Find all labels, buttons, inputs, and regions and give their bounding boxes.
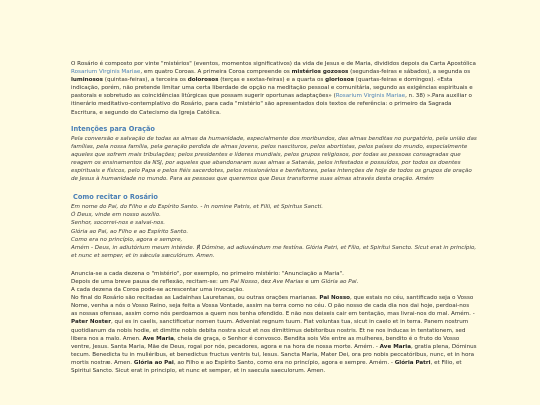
body-line: A cada dezena da Coroa pode-se acrescentar uma invocação. [71, 287, 244, 294]
rosarium-link-2[interactable]: Rosarium Virginis Mariae [335, 93, 406, 100]
prayer-line: Em nome do Pai, do Filho e do Espírito Santo. - In nomine Patris, et Filii, et Spiritus Sancti. [71, 204, 324, 211]
article-content [71, 60, 477, 375]
hail-mary-label: Ave Maria [142, 335, 174, 342]
how-to-pray-heading: Como recitar o Rosário [73, 193, 158, 202]
rosarium-link[interactable]: Rosarium Virginis Mariae [71, 69, 141, 76]
sorrowful-mysteries-label: dolorosos [187, 77, 219, 84]
body-text: , dez [257, 278, 273, 285]
pater-noster-label: Pater Noster [71, 319, 111, 326]
prayer-line: Glória ao Pai, ao Filho e ao Espírito Santo. [71, 228, 189, 235]
body-line: Anuncia-se a cada dezena o "mistério", por exemplo, no primeiro mistério: "Anunciação a Maria". [71, 270, 344, 277]
intro-paragraph [71, 60, 477, 117]
intentions-heading: Intenções para Oração [71, 124, 155, 133]
body-text: Glória ao Pai [321, 278, 357, 285]
intro-text: (terças e sextas-feiras) e a quarta os [218, 77, 326, 84]
body-text: , qui es in caelis, sanctificetur nomen tuum. Adveniat regnum tuum. Fiat voluntas tua, sicut in caelo et in terra. Panem nostrum quotidianum da nobis hodie, et dimitte nobis debita nostra sicut et nos dimittimus debitoribus nostris. Et ne nos inducas in tentationem, sed libera nos a malo. Amen. [71, 319, 469, 342]
body-text: , gratia plena, Dóminus tecum. Benedicta tu in muliéribus, et benedictus fructus ventris tui, Iesus. Sancta Maria, Mater Dei, ora pro nobis peccatóribus, nunc, et in hora mortis nostræ. Amen. [71, 343, 477, 366]
joyful-mysteries-label: mistérios gozosos [291, 69, 349, 76]
our-father-label: Pai Nosso [319, 295, 351, 302]
body-text: e um [303, 278, 322, 285]
intentions-text: Pela conversão e salvação de todas as almas da humanidade, especialmente dos moribundos, das almas benditas no purgatório, pela união das famílias, pela nossa família, pela geração perdida de almas jovens, pelos nascituros, pelos abortistas, pelos países do mundo, especialmente aqueles que sofrem mais tribulações; pelos presidentes e líderes mundiais, pelos grupos religiosos, por todas as pessoas consagradas que reagem os ensinamentos da NSJ, por aqueles que abandonaram suas almas a Satanás, pelos infestados e possuídos, por todos os doentes espirituais e físicos, pelo Papa e pelos fiéis sacerdotes, pelos missionários e benfeitores, pelas intenções de hoje de todos os grupos de oração de Jesus à humanidade no mundo. Para as pessoas que queremos que Deus transforme suas almas através desta oração. Amém [71, 135, 477, 183]
rosary-instructions [71, 270, 477, 375]
luminous-mysteries-label: luminosos [71, 77, 103, 84]
ave-maria-label: Ave Maria [379, 343, 411, 350]
prayer-line: Amém - Deus, in adiutórium meum inténde. ℟ Dómine, ad adiuvándum me festína. Glória Patri, et Fílio, et Spirítui Sancto. Sicut erat in princípio, et nunc et semper, et in sǽcula sæculórum. Amen. [71, 244, 477, 259]
glorious-mysteries-label: gloriosos [325, 77, 354, 84]
body-text: Ave Marias [272, 278, 304, 285]
intentions-section [71, 125, 477, 184]
intro-text: (segundas-feiras e sábados), a segunda os [348, 69, 471, 76]
gloria-patri-label: Glória Patri [394, 359, 431, 366]
body-text: , cheia de graça, o Senhor é convosco. Bendita sois Vós entre as mulheres, bendito é o fruto do Vosso ventre, Jesus. Santa Maria, Mãe de Deus, rogai por nós, pecadores, agora e na hora de nossa morte. Amém. - [71, 335, 460, 350]
body-text: No final do Rosário são recitadas as Ladainhas Lauretanas, ou outras orações marianas. [71, 295, 320, 302]
prayer-line: Como era no princípio, agora e sempre, [71, 236, 183, 243]
intro-text: (quintas-feiras), a terceira os [102, 77, 188, 84]
prayer-line: Senhor, socorrei-nos e salvai-nos. [71, 220, 166, 227]
body-text: , que estais no céu, santificado seja o Vosso Nome, venha a nós o Vosso Reino, seja feita a Vossa Vontade, assim na terra como no céu. O pão nosso de cada dia nos dai hoje, perdoai-nos as nossas ofensas, assim como nós perdoamos a quem nos tenha ofendido. E não nos deixeis cair em tentação, mas livrai-nos do mal. Amém. - [71, 295, 475, 318]
body-text: Depois de uma breve pausa de reflexão, recitam-se: um [71, 278, 231, 285]
intro-text: O Rosário é composto por vinte "mistérios" (eventos, momentos significativos) da vida de Jesus e de Maria, divididos depois da Carta Apostólica [71, 61, 476, 67]
body-text: , ao Filho e ao Espírito Santo, como era no princípio, agora e sempre. Amém. - [173, 359, 395, 366]
body-text: , et Filio, et Spiritui Sancto. Sicut erat in principio, et nunc et semper, et in saecula saeculorum. Amen. [71, 359, 462, 374]
body-text: Pai Nosso [230, 278, 258, 285]
prayer-line: Ó Deus, vinde em nosso auxílio. [71, 212, 161, 219]
intro-text: , em quatro Coroas. A primeira Coroa compreende os [140, 69, 292, 76]
intro-text: , n. 38) ».Para auxiliar o itinerário meditativo-contemplativo do Rosário, para cada "mistério" são apresentados dois textos de referência: o primeiro da Sagrada Escritura, e segundo do Catecismo da Igreja Católica. [71, 93, 472, 116]
glory-be-label: Glória ao Pai [133, 359, 174, 366]
intro-text: (quartas-feiras e domingos). «Esta indicação, porém, não pretende limitar uma certa liberdade de opção na meditação pessoal e comunitária, segundo as exigências espirituais e pastorais e sobretudo as coincidências litúrgicas que possam sugerir oportunas adaptações» ( [71, 77, 473, 100]
prayers-paragraph [71, 294, 477, 375]
how-to-pray-section [71, 193, 477, 260]
body-line [71, 278, 477, 286]
body-text: . [356, 278, 359, 285]
